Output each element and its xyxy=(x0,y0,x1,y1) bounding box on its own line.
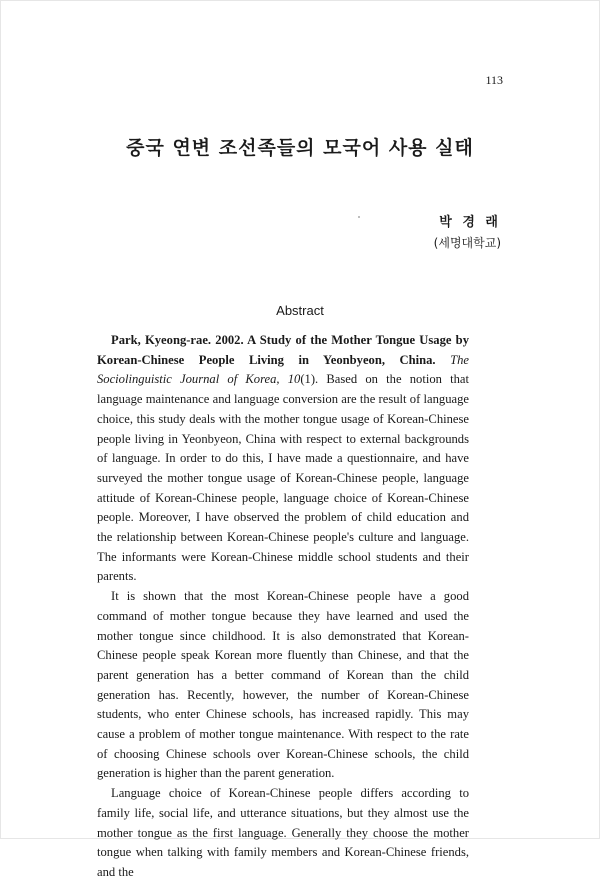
abstract-heading: Abstract xyxy=(276,303,324,318)
abstract-body xyxy=(97,331,469,883)
abstract-paragraph-1-text: Based on the notion that language maintenance and language conversion are the result of language choice, this study deals with the mother tongue usage of Korean-Chinese people living in Yeonbyeon, China with respect to external backgrounds of language. In order to do this, I have made a questionnaire, and have surveyed the mother tongue usage of Korean-Chinese people, language attitude of Korean-Chinese people, language choice of Korean-Chinese people. Moreover, I have observed the problem of child education and the relationship between Korean-Chinese people's culture and language. The informants were Korean-Chinese middle school students and their parents. xyxy=(97,372,469,584)
abstract-paragraph-1 xyxy=(97,331,469,587)
scan-speck xyxy=(358,216,360,218)
author-affiliation: (세명대학교) xyxy=(433,236,501,250)
citation-bold: Park, Kyeong-rae. 2002. A Study of the Mother Tongue Usage by Korean-Chinese People Living in Yeonbyeon, China. xyxy=(97,333,469,367)
abstract-paragraph-3: Language choice of Korean-Chinese people differs according to family life, social life, and utterance situations, but they almost use the mother tongue as the first language. Generally they choose the mother tongue when talking with family members and Korean-Chinese friends, and the xyxy=(97,786,469,879)
paper-title: 중국 연변 조선족들의 모국어 사용 실태 xyxy=(126,137,474,159)
citation-journal: The Sociolinguistic Journal of Korea, 10 xyxy=(97,352,469,387)
citation-issue: (1). xyxy=(300,372,319,387)
abstract-paragraph-2: It is shown that the most Korean-Chinese people have a good command of mother tongue because they have learned and used the mother tongue since childhood. It is also demonstrated that Korean-Chinese people speak Korean more fluently than Chinese, and that the parent generation has a better command of Korean than the child generation has. Recently, however, the number of Korean-Chinese students, who enter Chinese schools, has increased rapidly. This may cause a problem of mother tongue maintenance. With respect to the rate of choosing Chinese schools over Korean-Chinese schools, the child generation is higher than the parent generation. xyxy=(97,589,469,781)
author-name: 박 경 래 xyxy=(439,215,501,230)
page-number: 113 xyxy=(485,73,503,87)
